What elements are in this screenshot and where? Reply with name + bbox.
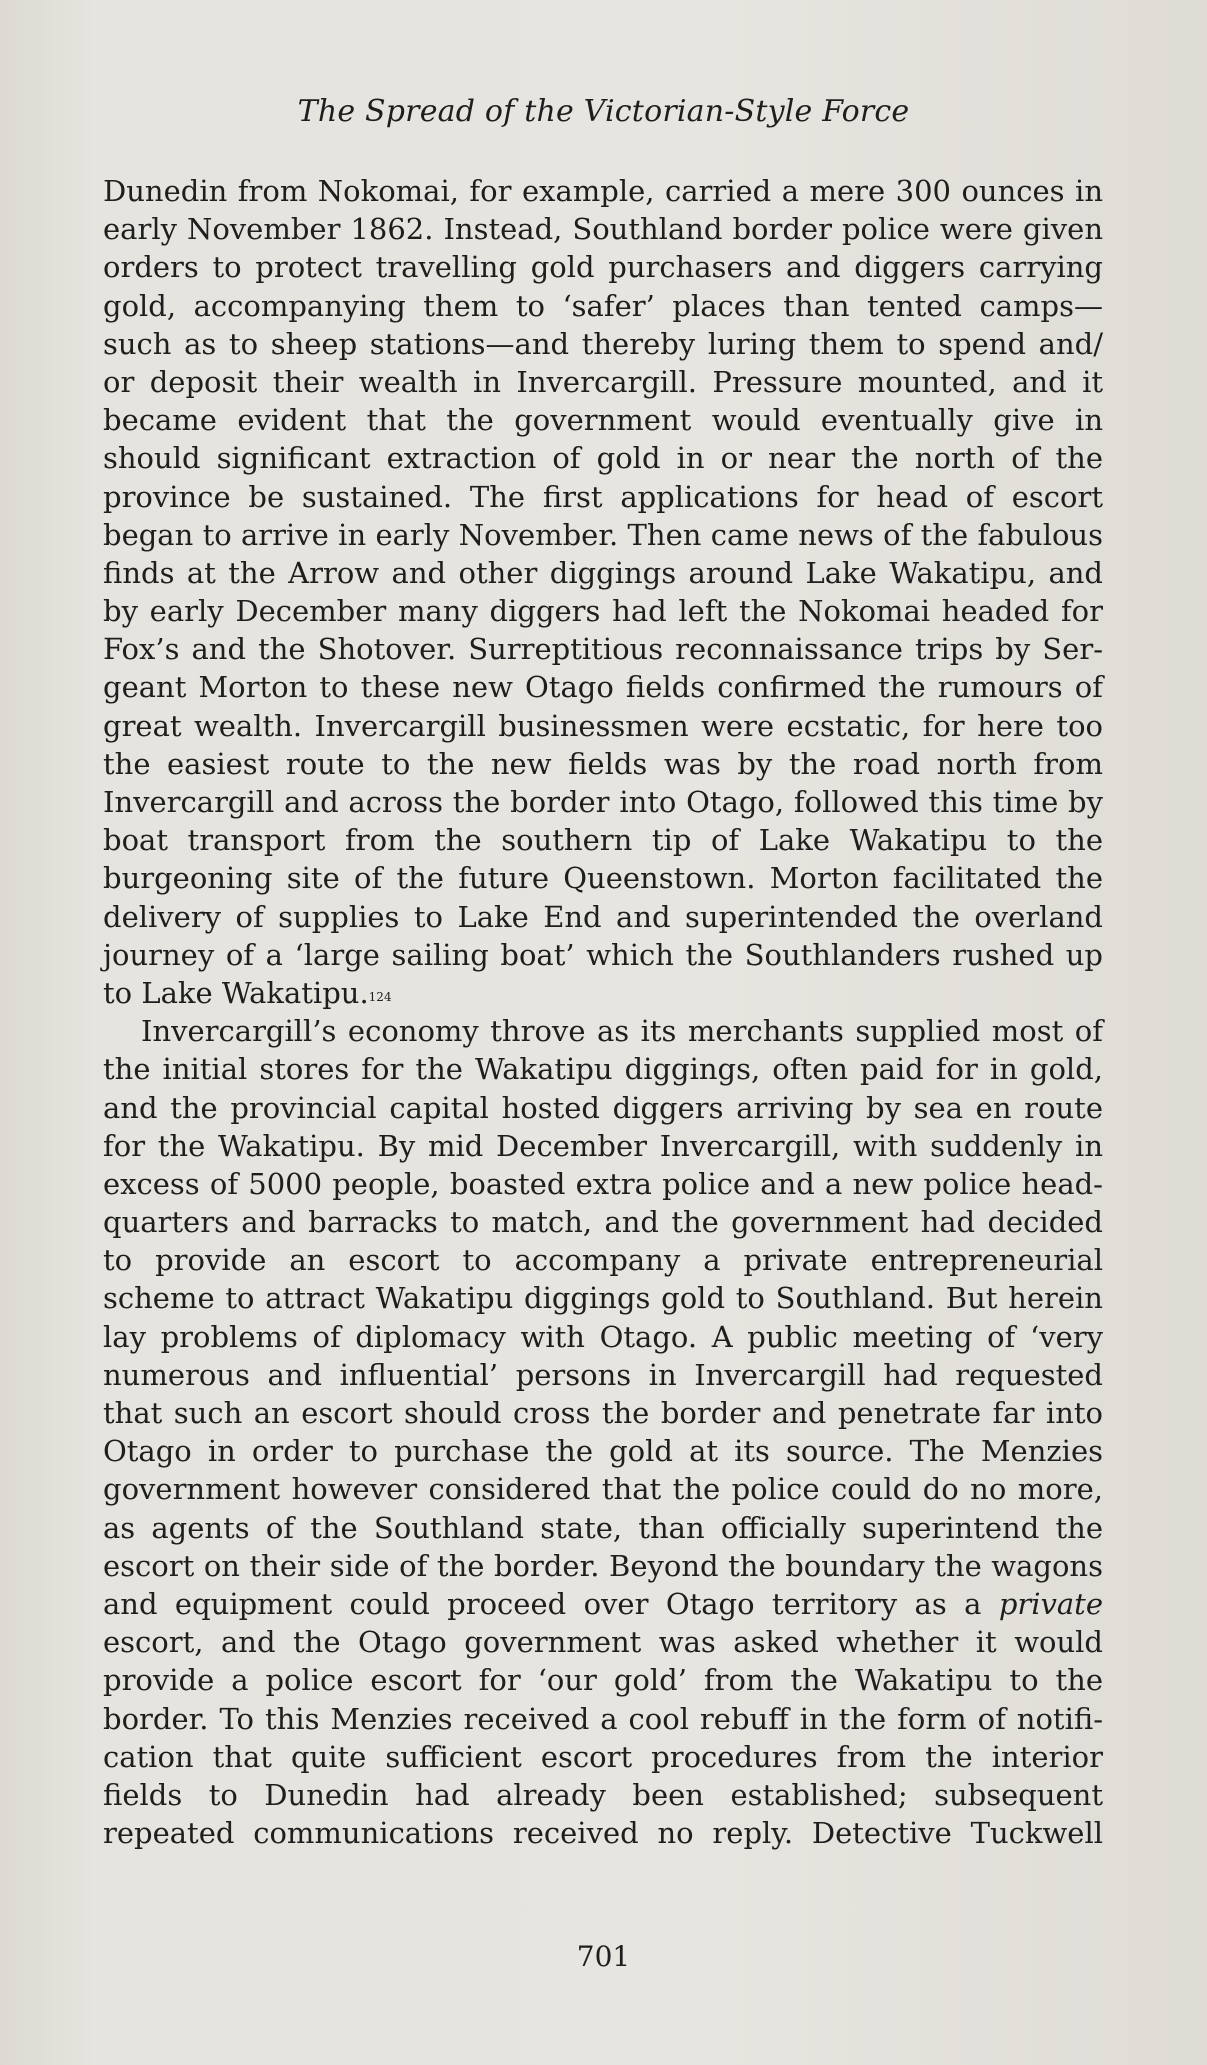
text-line: provide a police escort for ‘our gold’ from the Wakatipu to the xyxy=(103,1663,1103,1698)
text-line: such as to sheep stations—and thereby luring them to spend and/ xyxy=(103,326,1103,361)
text-line: great wealth. Invercargill businessmen were ecstatic, for here too xyxy=(103,708,1103,743)
text-line: early November 1862. Instead, Southland border police were given xyxy=(103,212,1103,247)
paragraph-1 xyxy=(103,172,1103,1012)
text-line-last xyxy=(103,974,1103,1012)
text-line: quarters and barracks to match, and the government had decided xyxy=(103,1205,1103,1240)
text-line: lay problems of diplomacy with Otago. A public meeting of ‘very xyxy=(103,1319,1103,1354)
text-line: should significant extraction of gold in or near the north of the xyxy=(103,441,1103,476)
text-line: boat transport from the southern tip of Lake Wakatipu to the xyxy=(103,823,1103,858)
text-line: province be sustained. The first applications for head of escort xyxy=(103,479,1103,514)
text-line: burgeoning site of the future Queenstown. Morton facilitated the xyxy=(103,861,1103,896)
text-line: the easiest route to the new fields was by the road north from xyxy=(103,746,1103,781)
text-line: numerous and influential’ persons in Invercargill had requested xyxy=(103,1357,1103,1392)
text-line: cation that quite sufficient escort procedures from the interior xyxy=(103,1739,1103,1774)
text-line: escort on their side of the border. Beyond the boundary the wagons xyxy=(103,1548,1103,1583)
footnote-reference[interactable]: 124 xyxy=(368,989,392,1004)
text-fragment: and equipment could proceed over Otago territory as a xyxy=(103,1586,982,1621)
text-line: Fox’s and the Shotover. Surreptitious reconnaissance trips by Ser- xyxy=(103,632,1103,667)
text-line: for the Wakatipu. By mid December Invercargill, with suddenly in xyxy=(103,1128,1103,1163)
text-fragment: to Lake Wakatipu. xyxy=(103,975,369,1010)
text-line: excess of 5000 people, boasted extra police and a new police head- xyxy=(103,1166,1103,1201)
text-line: to provide an escort to accompany a private entrepreneurial xyxy=(103,1243,1103,1278)
text-line: as agents of the Southland state, than officially superintend the xyxy=(103,1510,1103,1545)
text-line: repeated communications received no reply. Detective Tuckwell xyxy=(103,1816,1103,1851)
text-line: gold, accompanying them to ‘safer’ places than tented camps— xyxy=(103,288,1103,323)
text-line: and the provincial capital hosted diggers arriving by sea en route xyxy=(103,1090,1103,1125)
text-line: Otago in order to purchase the gold at its source. The Menzies xyxy=(103,1434,1103,1469)
text-line: escort, and the Otago government was asked whether it would xyxy=(103,1625,1103,1660)
text-line: journey of a ‘large sailing boat’ which the Southlanders rushed up xyxy=(103,937,1103,972)
text-line: by early December many diggers had left the Nokomai headed for xyxy=(103,594,1103,629)
text-line: Invercargill and across the border into Otago, followed this time by xyxy=(103,785,1103,819)
running-head: The Spread of the Victorian-Style Force xyxy=(297,94,910,129)
text-line: that such an escort should cross the border and penetrate far into xyxy=(103,1396,1103,1430)
page-number: 701 xyxy=(576,1940,631,1973)
text-line-private xyxy=(103,1585,1103,1623)
paragraph-2 xyxy=(103,1012,1103,1852)
text-line: or deposit their wealth in Invercargill. Pressure mounted, and it xyxy=(103,364,1103,399)
text-line: became evident that the government would eventually give in xyxy=(103,403,1103,438)
italic-word: private xyxy=(998,1586,1104,1621)
text-line: began to arrive in early November. Then came news of the fabulous xyxy=(103,517,1103,552)
text-line: fields to Dunedin had already been established; subsequent xyxy=(103,1777,1103,1812)
body-text xyxy=(103,172,1103,1852)
text-line: orders to protect travelling gold purchasers and diggers carrying xyxy=(103,250,1103,285)
text-line: scheme to attract Wakatipu diggings gold to Southland. But herein xyxy=(103,1281,1103,1316)
text-line-first: Invercargill’s economy throve as its merchants supplied most of xyxy=(141,1014,1103,1049)
text-line: the initial stores for the Wakatipu diggings, often paid for in gold, xyxy=(103,1052,1103,1087)
text-line: delivery of supplies to Lake End and superintended the overland xyxy=(103,899,1103,934)
text-line: finds at the Arrow and other diggings around Lake Wakatipu, and xyxy=(103,555,1103,590)
text-line: geant Morton to these new Otago fields confirmed the rumours of xyxy=(103,670,1103,705)
text-line: government however considered that the police could do no more, xyxy=(103,1472,1103,1507)
text-line: Dunedin from Nokomai, for example, carried a mere 300 ounces in xyxy=(103,174,1103,208)
text-line: border. To this Menzies received a cool rebuff in the form of notifi- xyxy=(103,1701,1103,1736)
